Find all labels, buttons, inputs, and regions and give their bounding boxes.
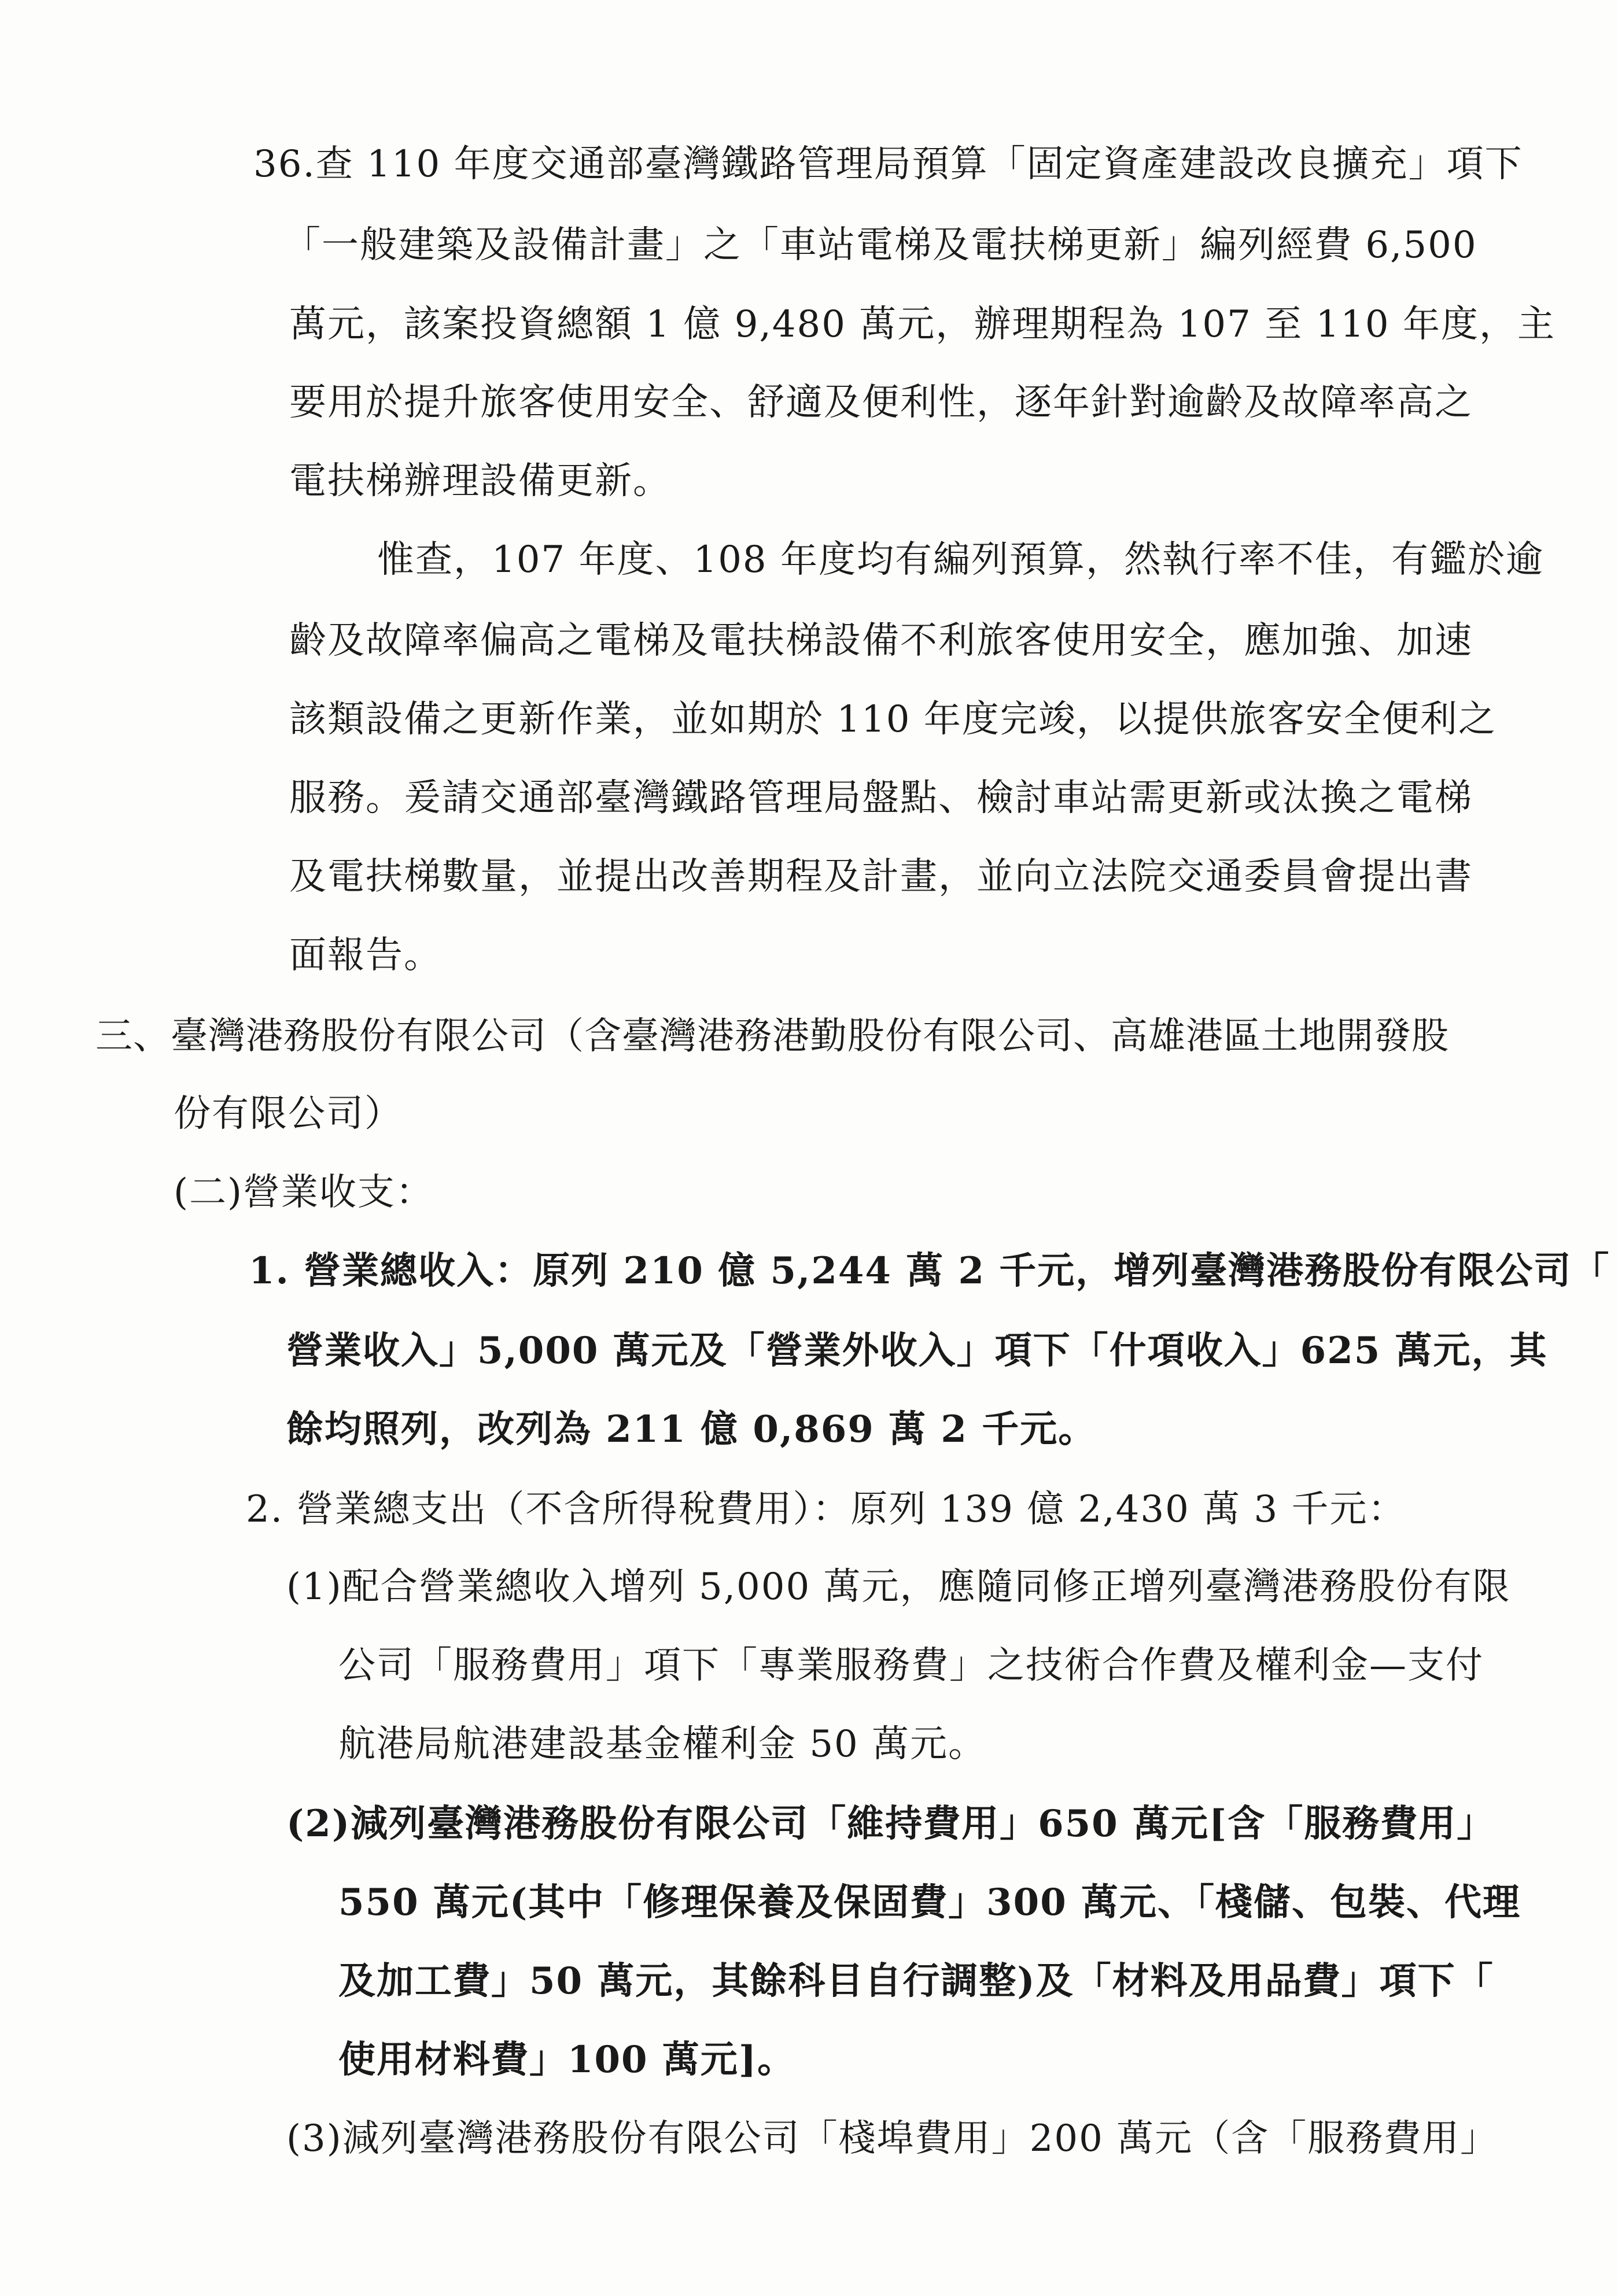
item36-p2-line-5: 及電扶梯數量，並提出改善期程及計畫，並向立法院交通委員會提出書 — [289, 855, 1473, 898]
sub3-line-1: (3)減列臺灣港務股份有限公司「棧埠費用」200 萬元（含「服務費用」 — [286, 2117, 1499, 2160]
item1-line-1: 1. 營業總收入：原列 210 億 5,244 萬 2 千元，增列臺灣港務股份有限公司「 — [249, 1249, 1610, 1293]
item2-line-1: 2. 營業總支出（不含所得稅費用）：原列 139 億 2,430 萬 3 千元： — [246, 1488, 1406, 1531]
sub1-line-1: (1)配合營業總收入增列 5,000 萬元，應隨同修正增列臺灣港務股份有限 — [286, 1566, 1511, 1608]
item1-line-3: 餘均照列，改列為 211 億 0,869 萬 2 千元。 — [286, 1408, 1097, 1451]
item36-p2-line-3: 該類設備之更新作業，並如期於 110 年度完竣，以提供旅客安全便利之 — [289, 698, 1497, 741]
sub2-line-1: (2)減列臺灣港務股份有限公司「維持費用」650 萬元[含「服務費用」 — [286, 1802, 1495, 1845]
sub1-line-3: 航港局航港建設基金權利金 50 萬元。 — [338, 1723, 987, 1766]
sub2-line-3: 及加工費」50 萬元，其餘科目自行調整)及「材料及用品費」項下「 — [338, 1959, 1494, 2003]
item36-line-3: 萬元，該案投資總額 1 億 9,480 萬元，辦理期程為 107 至 110 年度，主 — [289, 303, 1556, 346]
item36-line-5: 電扶梯辦理設備更新。 — [289, 460, 671, 503]
sub2-line-2: 550 萬元(其中「修理保養及保固費」300 萬元、「棧儲、包裝、代理 — [338, 1881, 1521, 1924]
item36-line-2: 「一般建築及設備計畫」之「車站電梯及電扶梯更新」編列經費 6,500 — [283, 224, 1477, 267]
item36-line-4: 要用於提升旅客使用安全、舒適及便利性，逐年針對逾齡及故障率高之 — [289, 381, 1473, 424]
sub2-line-4: 使用材料費」100 萬元]。 — [338, 2038, 796, 2081]
item36-p2-line-4: 服務。爰請交通部臺灣鐵路管理局盤點、檢討車站需更新或汰換之電梯 — [289, 777, 1473, 820]
section3-heading-line-1: 三、臺灣港務股份有限公司（含臺灣港務港勤股份有限公司、高雄港區土地開發股 — [95, 1015, 1449, 1058]
item36-p2-line-2: 齡及故障率偏高之電梯及電扶梯設備不利旅客使用安全，應加強、加速 — [289, 619, 1473, 662]
item36-line-1: 36.查 110 年度交通部臺灣鐵路管理局預算「固定資產建設改良擴充」項下 — [253, 143, 1523, 186]
item1-line-2: 營業收入」5,000 萬元及「營業外收入」項下「什項收入」625 萬元，其 — [286, 1329, 1548, 1372]
item36-p2-line-1: 惟查，107 年度、108 年度均有編列預算，然執行率不佳，有鑑於逾 — [377, 538, 1544, 581]
section3-heading-line-2: 份有限公司） — [174, 1092, 403, 1135]
subsection-2-heading: (二)營業收支： — [174, 1171, 434, 1214]
sub1-line-2: 公司「服務費用」項下「專業服務費」之技術合作費及權利金—支付 — [338, 1644, 1484, 1687]
item36-p2-line-6: 面報告。 — [289, 934, 442, 977]
